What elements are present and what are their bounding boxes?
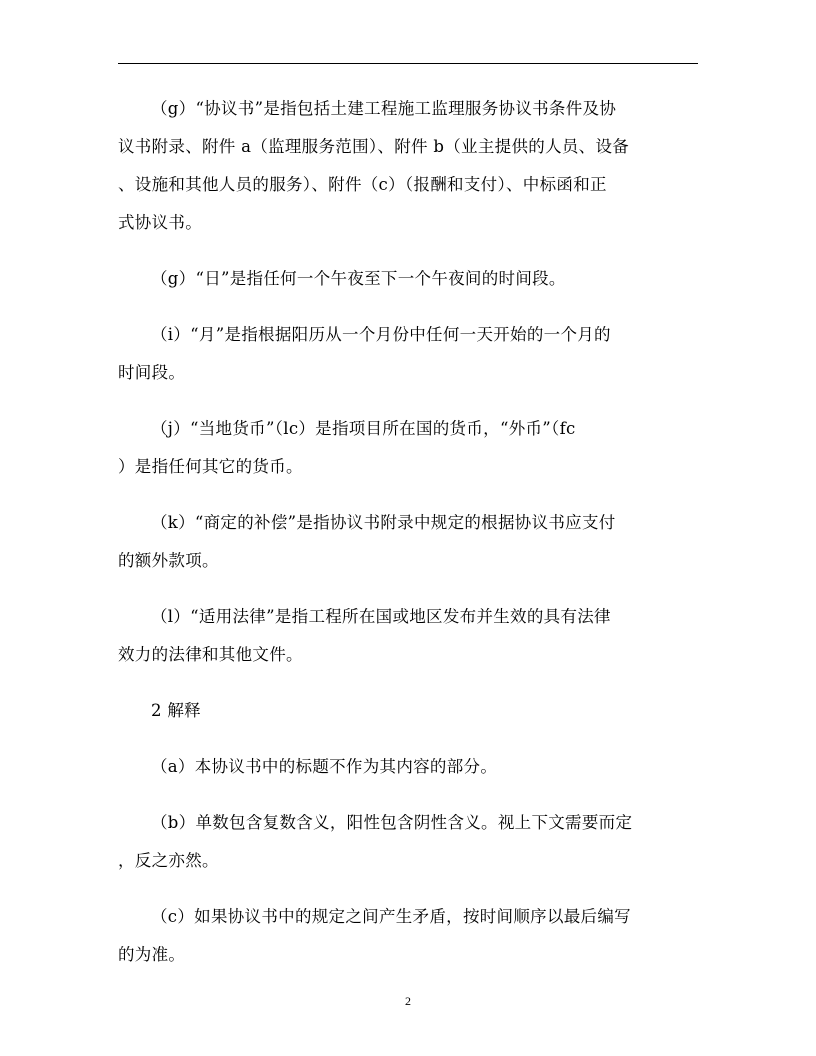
- paragraph-g-agreement: [118, 90, 698, 242]
- paragraph-b-singular-plural: [118, 804, 698, 880]
- text-line: ）是指任何其它的货币。: [118, 457, 303, 476]
- text-line: （k）“商定的补偿”是指协议书附录中规定的根据协议书应支付: [151, 513, 616, 532]
- text-line: 的额外款项。: [118, 551, 219, 570]
- text-line: （i）“月”是指根据阳历从一个月份中任何一天开始的一个月的: [151, 325, 611, 344]
- text-line: （a）本协议书中的标题不作为其内容的部分。: [151, 757, 498, 776]
- text-line: ，反之亦然。: [118, 851, 219, 870]
- text-line: 时间段。: [118, 363, 186, 382]
- paragraph-c-conflict: [118, 898, 698, 974]
- text-line: （c）如果协议书中的规定之间产生矛盾，按时间顺序以最后编写: [151, 907, 631, 926]
- text-line: 、设施和其他人员的服务）、附件（c）（报酬和支付）、中标函和正: [118, 175, 607, 194]
- page-number: 2: [405, 994, 411, 1008]
- text-line: （l）“适用法律”是指工程所在国或地区发布并生效的具有法律: [151, 607, 611, 626]
- text-line: 2 解释: [151, 701, 201, 720]
- paragraph-j-currency: [118, 410, 698, 486]
- text-line: 效力的法律和其他文件。: [118, 645, 303, 664]
- text-line: 议书附录、附件 a（监理服务范围）、附件 b（业主提供的人员、设备: [118, 137, 630, 156]
- text-line: 式协议书。: [118, 213, 202, 232]
- paragraph-a-headings: [118, 748, 698, 786]
- text-line: （g）“日”是指任何一个午夜至下一个午夜间的时间段。: [151, 269, 566, 288]
- text-line: （j）“当地货币”（lc）是指项目所在国的货币，“外币”（fc: [151, 419, 576, 438]
- paragraph-l-applicable-law: [118, 598, 698, 674]
- section-heading-interpretation: [118, 692, 698, 730]
- header-rule: [118, 63, 698, 64]
- text-line: （g）“协议书”是指包括土建工程施工监理服务协议书条件及协: [151, 99, 617, 118]
- paragraph-k-compensation: [118, 504, 698, 580]
- paragraph-g-day: [118, 260, 698, 298]
- paragraph-i-month: [118, 316, 698, 392]
- text-line: （b）单数包含复数含义，阳性包含阴性含义。视上下文需要而定: [151, 813, 633, 832]
- document-body: [118, 90, 698, 974]
- text-line: 的为准。: [118, 945, 186, 964]
